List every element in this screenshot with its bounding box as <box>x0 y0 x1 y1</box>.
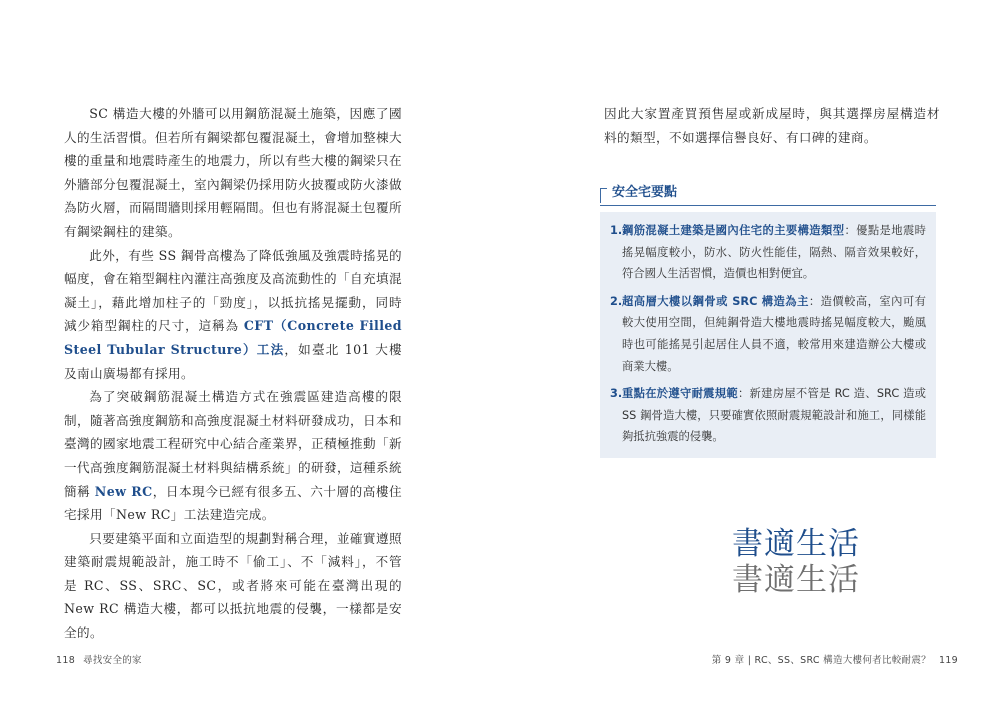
tip-item-1 <box>610 220 926 285</box>
paragraph-2-text-b: ，如臺北 101 大樓及南山廣場都有採用。 <box>64 341 403 381</box>
tip-number: 1. <box>610 224 623 237</box>
tip-lead: 鋼筋混凝土建築是國內住宅的主要構造類型 <box>622 224 845 237</box>
paragraph-4 <box>64 527 402 645</box>
divider <box>600 205 936 207</box>
publisher-watermark <box>732 526 860 598</box>
left-body-text <box>64 102 402 645</box>
left-page-number: 118 <box>56 655 76 666</box>
paragraph-3 <box>64 385 402 527</box>
tip-text <box>622 383 926 448</box>
paragraph-3-text-a: 為了突破鋼筋混凝土構造方式在強震區建造高樓的限制，隨著高強度鋼筋和高強度混凝土材料研發成功，日本和臺灣的國家地震工程研究中心結合產業界，正積極推動「新一代高強度鋼筋混凝土材料與結構系統」的研發，這種系統簡稱 <box>64 389 402 499</box>
safety-tips-box <box>600 182 936 458</box>
tip-detail: ：造價較高，室內可有較大使用空間，但純鋼骨造大樓地震時搖晃幅度較大，颱風時也可能搖晃引起居住人員不適，較常用來建造辦公大樓或商業大樓。 <box>622 294 926 373</box>
right-footer: 第 9 章 | RC、SS、SRC 構造大樓何者比較耐震？ 119 <box>711 655 958 666</box>
tip-detail: ：優點是地震時搖晃幅度較小，防水、防火性能佳，隔熱、隔音效果較好，符合國人生活習慣，造價也相對便宜。 <box>622 224 926 281</box>
right-page-number: 119 <box>938 655 958 666</box>
paragraph-2 <box>64 244 402 386</box>
tip-detail: ：新建房屋不管是 RC 造、SRC 造或 SS 鋼骨造大樓，只要確實依照耐震規範設計和施工，同樣能夠抵抗強震的侵襲。 <box>622 387 926 444</box>
tip-box-title: 安全宅要點 <box>612 185 678 200</box>
new-rc-term: New RC <box>94 483 153 499</box>
paragraph-3-text-b: ，日本現今已經有很多五、六十層的高樓住宅採用「New RC」工法建造完成。 <box>64 483 402 523</box>
tip-lead: 超高層大樓以鋼骨或 SRC 構造為主 <box>622 294 809 308</box>
paragraph-4-text: 只要建築平面和立面造型的規劃對稱合理，並確實遵照建築耐震規範設計，施工時不「偷工」、不「減料」，不管是 RC、SS、SRC、SC，或者將來可能在臺灣出現的 New RC 構造大樓，都可以抵抗地震的侵襲，一樣都是安全的。 <box>64 530 402 641</box>
tip-number: 3. <box>610 387 623 401</box>
paragraph-1-text: SC 構造大樓的外牆可以用鋼筋混凝土施築，因應了國人的生活習慣。但若所有鋼梁都包覆混凝土，會增加整棟大樓的重量和地震時產生的地震力，所以有些大樓的鋼梁只在外牆部分包覆混凝土，室內鋼梁仍採用防火披覆或防火漆做為防火層，而隔間牆則採用輕隔間。但也有將混凝土包覆所有鋼梁鋼柱的建築。 <box>64 106 402 239</box>
watermark-line-1: 書適生活 <box>732 526 860 562</box>
watermark-line-2: 書適生活 <box>732 562 860 598</box>
tip-box-body <box>600 212 936 458</box>
paragraph-2-text-a: 此外，有些 SS 鋼骨高樓為了降低強風及強震時搖晃的幅度，會在箱型鋼柱內灌注高強度及高流動性的「自充填混凝土」，藉此增加柱子的「勁度」，以抵抗搖晃擺動，同時減少箱型鋼柱的尺寸，這稱為 <box>64 247 402 334</box>
tip-text <box>622 291 926 377</box>
right-page <box>500 0 1000 707</box>
tip-text <box>622 220 926 285</box>
tip-item-2 <box>610 291 926 377</box>
tip-box-header <box>600 182 936 204</box>
left-footer <box>56 652 142 666</box>
intro-paragraph: 因此大家置產買預售屋或新成屋時，與其選擇房屋構造材料的類型，不如選擇信譽良好、有口碑的建商。 <box>604 106 940 145</box>
cft-term: CFT（Concrete Filled Steel Tubular Structure）工法 <box>64 318 402 357</box>
left-section-title: 尋找安全的家 <box>83 655 142 666</box>
tip-lead: 重點在於遵守耐震規範 <box>622 387 738 401</box>
right-intro <box>604 102 940 149</box>
chapter-title: RC、SS、SRC 構造大樓何者比較耐震？ <box>754 655 931 666</box>
tip-number: 2. <box>610 294 623 308</box>
corner-bracket-icon <box>600 188 607 203</box>
chapter-label: 第 9 章 <box>711 655 745 666</box>
tip-item-3 <box>610 383 926 448</box>
paragraph-1 <box>64 102 402 244</box>
